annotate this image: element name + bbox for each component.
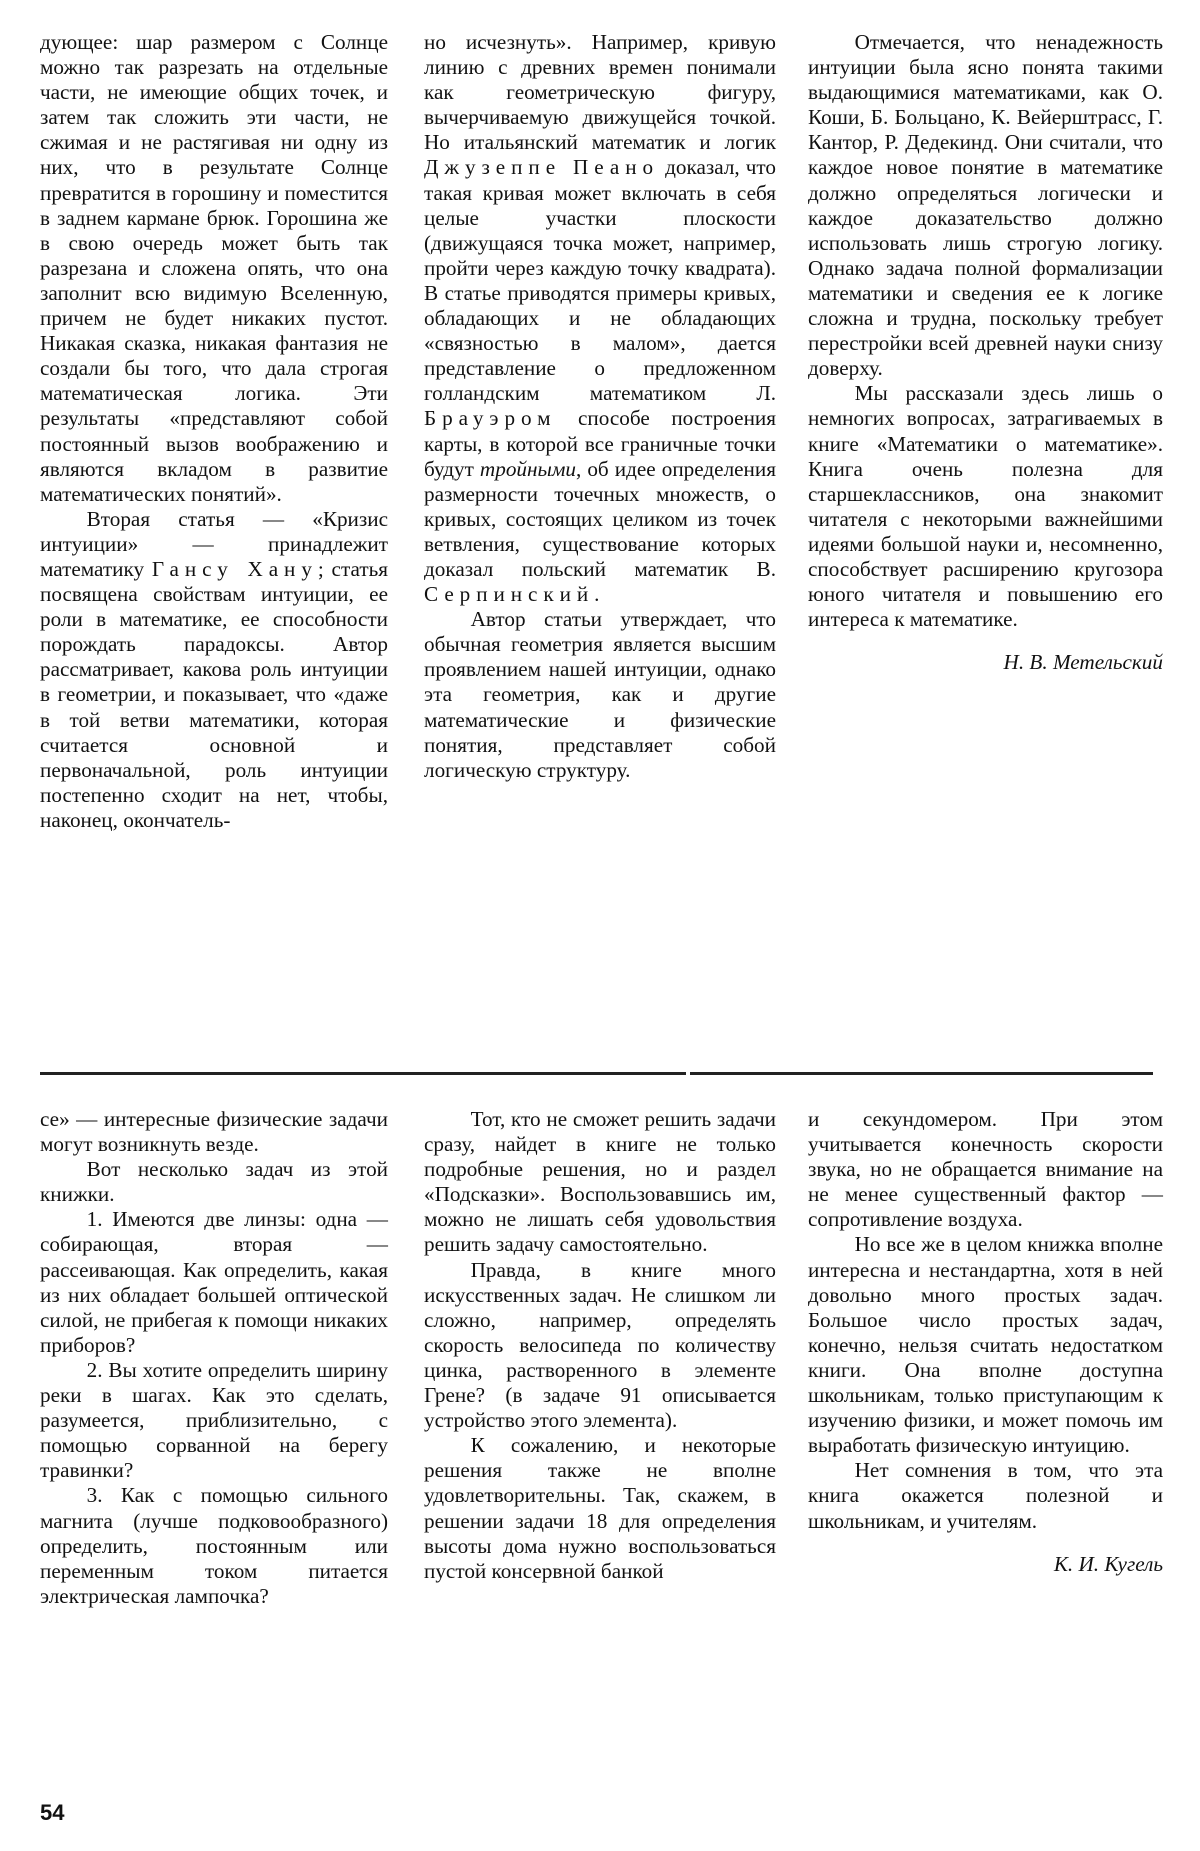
bottom-column-2 — [424, 1107, 776, 1584]
problem-item: 3. Как с помощью сильного магнита (лучше подковообразного) определить, постоянным или переменным током питается электрическая лампочка? — [40, 1483, 388, 1608]
section-divider — [40, 1072, 686, 1075]
text-run: доказал, что такая кривая может включать в себя целые участки плоскости (движущаяся точка может, например, пройти через каждую точку квадрата). В статье приводятся примеры кривых, обладающих и не обладающих «связностью в малом», дается представление о предложенном голландским математиком Л. — [424, 155, 776, 406]
author-signature: К. И. Кугель — [1053, 1551, 1163, 1576]
page-number: 54 — [40, 1800, 65, 1825]
paragraph: Нет сомнения в том, что эта книга окажется полезной и школьникам, и учителям. — [808, 1458, 1163, 1533]
top-column-2 — [424, 30, 776, 783]
text-run: . — [594, 582, 600, 607]
paragraph: Правда, в книге много искусственных задач. Не слишком ли сложно, например, определять скорость велосипеда по количеству цинка, растворенного в элементе Грене? (в задаче 91 описывается устройство этого элемента). — [424, 1257, 776, 1433]
top-column-1 — [40, 30, 388, 833]
paragraph: Вот несколько задач из этой книжки. — [40, 1157, 388, 1207]
author-signature: Н. В. Метельский — [1003, 650, 1163, 675]
person-name: Брауэром — [424, 406, 557, 431]
paragraph: Отмечается, что ненадежность интуиции была ясно понята такими выдающимися математиками, как О. Коши, Б. Больцано, К. Вейерштрасс, Г. Кантор, Р. Дедекинд. Они считали, что каждое новое понятие в математике должно определяться логически и каждое доказательство должно использовать лишь строгую логику. Однако задача полной формализации математики и сведения ее к логике сложна и трудна, поскольку требует перестройки всей древней науки снизу доверху. — [808, 30, 1163, 381]
person-name: Джузеппе Пеано — [424, 155, 660, 180]
paragraph: дующее: шар размером с Солнце можно так разрезать на отдельные части, не имеющие общих точек, и затем так сложить эти части, не сжимая и не растягивая ни одну из них, что в результате Солнце превратится в горошину и поместится в заднем кармане брюк. Горошина же в свою очередь может быть так разрезана и сложена опять, что она заполнит всю видимую Вселенную, причем не будет никаких пустот. Никакая сказка, никакая фантазия не создали бы того, что дала строгая математическая логика. Эти результаты «представляют собой постоянный вызов воображению и являются вкладом в развитие математических понятий». — [40, 30, 388, 506]
text-run: , об идее определения размерности точечных множеств, о кривых, состоящих целиком из точек ветвления, существование которых доказал польский математик В. — [424, 456, 776, 581]
text-run: ; статья посвящена свойствам интуиции, ее роли в математике, ее способности порождать парадоксы. Автор рассматривает, какова роль интуиции в геометрии, и показывает, что «даже в той ветви математики, которая считается основной и первоначальной, роль интуиции постепенно сходит на нет, чтобы, наконец, окончатель- — [40, 556, 388, 832]
paragraph: Тот, кто не сможет решить задачи сразу, найдет в книге не только подробные решения, но и раздел «Подсказки». Воспользовавшись им, можно не лишать себя удовольствия решить задачу самостоятельно. — [424, 1107, 776, 1257]
text-run: но исчезнуть». Например, кривую линию с древних времен понимали как геометрическую фигуру, вычерчиваемую движущейся точкой. Но итальянский математик и логик — [424, 30, 776, 155]
person-name: Гансу Хану — [151, 556, 318, 581]
paragraph — [40, 507, 388, 833]
section-divider — [690, 1072, 1153, 1075]
paragraph: К сожалению, и некоторые решения также не вполне удовлетворительны. Так, скажем, в решении задачи 18 для определения высоты дома нужно воспользоваться пустой консервной банкой — [424, 1433, 776, 1583]
bottom-column-3 — [808, 1107, 1163, 1577]
text-run: Вторая статья — «Кризис интуиции» — принадлежит математику — [40, 506, 388, 581]
paragraph: Но все же в целом книжка вполне интересна и нестандартна, хотя в ней довольно много простых задач. Большое число простых задач, конечно, нельзя считать недостатком книги. Она вполне доступна школьникам, только приступающим к изучению физики, и может помочь им выработать физическую интуицию. — [808, 1232, 1163, 1458]
paragraph — [424, 30, 776, 607]
paragraph: се» — интересные физические задачи могут возникнуть везде. — [40, 1107, 388, 1157]
top-column-3 — [808, 30, 1163, 675]
italic-term: тройными — [479, 456, 576, 481]
problem-item: 2. Вы хотите определить ширину реки в шагах. Как это сделать, разумеется, приблизительно, с помощью сорванной на берегу травинки? — [40, 1357, 388, 1483]
paragraph: Автор статьи утверждает, что обычная геометрия является высшим проявлением нашей интуиции, однако эта геометрия, как и другие математические и физические понятия, представляет собой логическую структуру. — [424, 607, 776, 782]
problem-item: 1. Имеются две линзы: одна — собирающая, вторая — рассеивающая. Как определить, какая из них обладает большей оптической силой, не прибегая к помощи никаких приборов? — [40, 1207, 388, 1357]
bottom-column-1 — [40, 1107, 388, 1609]
paragraph: Мы рассказали здесь лишь о немногих вопросах, затрагиваемых в книге «Математики о математике». Книга очень полезна для старшеклассников, она знакомит читателя с некоторыми важнейшими идеями большой науки и, несомненно, способствует расширению кругозора юного читателя и повышению его интереса к математике. — [808, 381, 1163, 632]
text-run: способе построения карты, в которой все граничные точки будут — [424, 406, 776, 481]
paragraph: и секундомером. При этом учитывается конечность скорости звука, но не обращается внимание на не менее существенный фактор — сопротивление воздуха. — [808, 1107, 1163, 1232]
person-name: Серпинский — [424, 582, 595, 607]
